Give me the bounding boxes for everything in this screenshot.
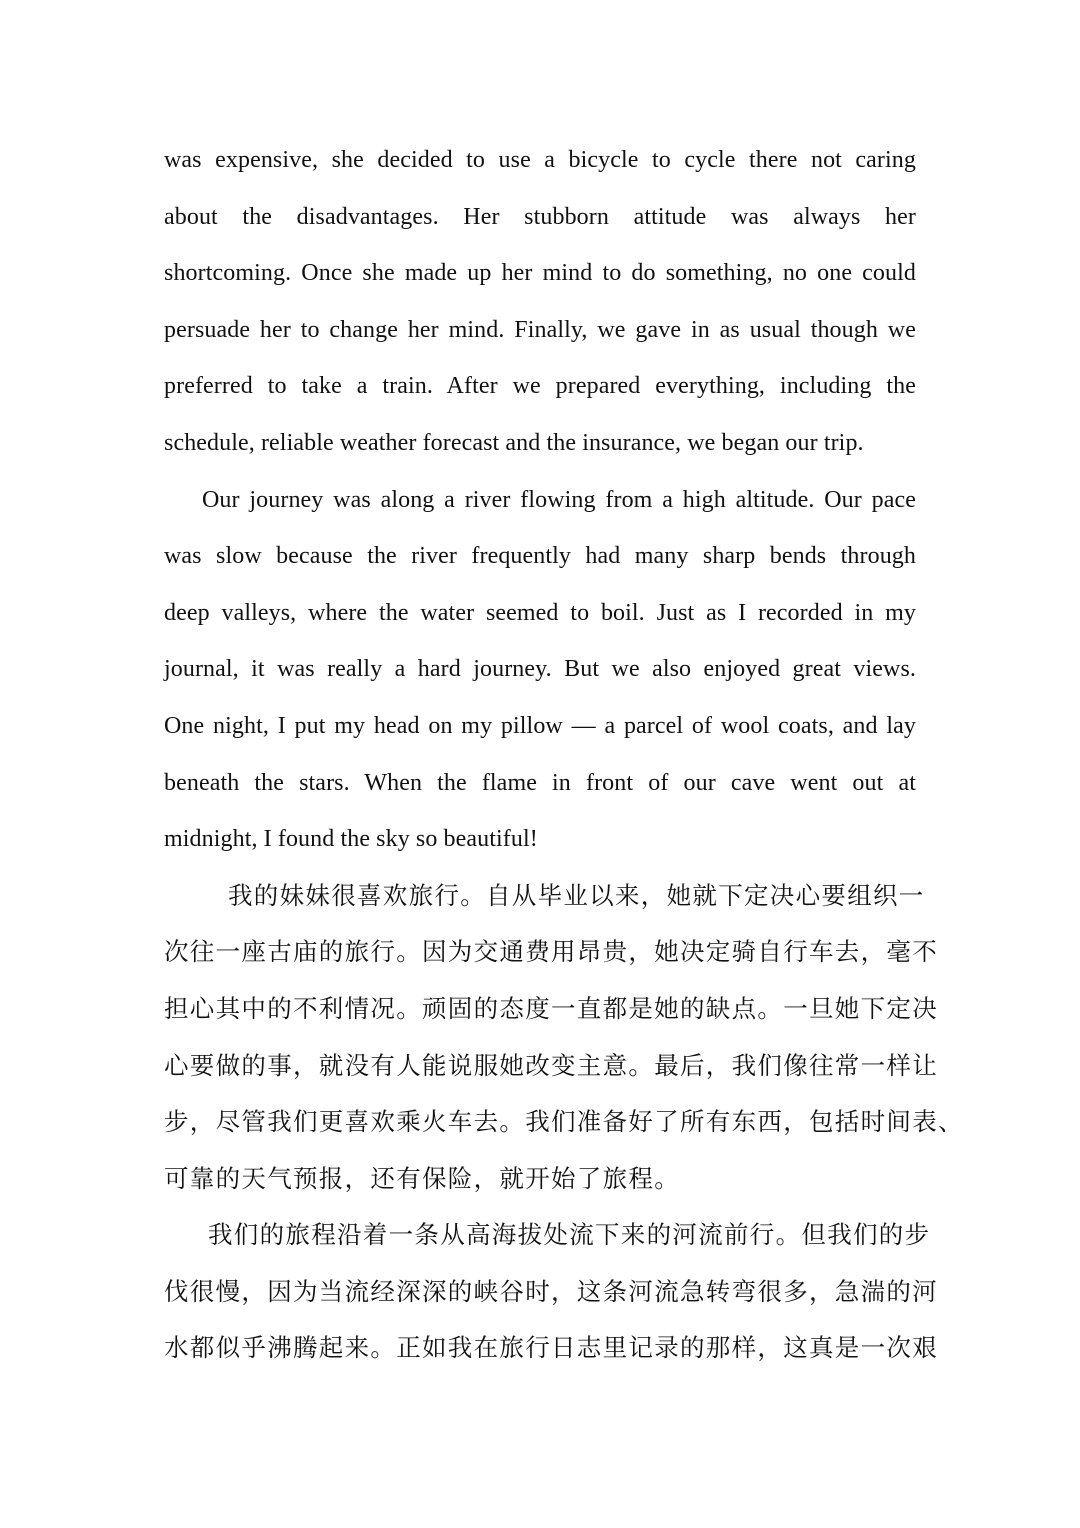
text-line: was slow because the river frequently had many sharp bends through xyxy=(164,543,916,570)
text-line: Our journey was along a river flowing from a high altitude. Our pace xyxy=(202,486,916,513)
text-line: 心要做的事，就没有人能说服她改变主意。最后，我们像往常一样让 xyxy=(164,1050,938,1080)
text-line: about the disadvantages. Her stubborn attitude was always her xyxy=(164,203,916,230)
text-line: midnight, I found the sky so beautiful! xyxy=(164,826,538,853)
text-line: schedule, reliable weather forecast and the insurance, we began our trip. xyxy=(164,429,864,456)
text-line: shortcoming. Once she made up her mind to do something, no one could xyxy=(164,260,916,287)
text-line: 可靠的天气预报，还有保险，就开始了旅程。 xyxy=(164,1163,680,1193)
chinese-paragraph-2 xyxy=(164,1207,938,1377)
chinese-paragraph-1 xyxy=(164,868,964,1208)
text-line: One night, I put my head on my pillow — a parcel of wool coats, and lay xyxy=(164,712,916,739)
text-line: 伐很慢，因为当流经深深的峡谷时，这条河流急转弯很多，急湍的河 xyxy=(164,1276,938,1306)
text-line: beneath the stars. When the flame in front of our cave went out at xyxy=(164,769,916,796)
text-line: was expensive, she decided to use a bicycle to cycle there not caring xyxy=(164,147,916,173)
text-line: preferred to take a train. After we prepared everything, including the xyxy=(164,373,916,400)
text-line: 担心其中的不利情况。顽固的态度一直都是她的缺点。一旦她下定决 xyxy=(164,993,938,1023)
text-line: 水都似乎沸腾起来。正如我在旅行日志里记录的那样，这真是一次艰 xyxy=(164,1333,938,1363)
text-line: 步，尽管我们更喜欢乘火车去。我们准备好了所有东西，包括时间表、 xyxy=(164,1107,964,1137)
english-paragraph-1 xyxy=(164,132,916,472)
text-line: journal, it was really a hard journey. But we also enjoyed great views. xyxy=(164,656,916,683)
english-paragraph-2 xyxy=(164,472,916,868)
text-line: persuade her to change her mind. Finally, we gave in as usual though we xyxy=(164,316,916,343)
text-line: deep valleys, where the water seemed to boil. Just as I recorded in my xyxy=(164,599,916,626)
text-line: 我们的旅程沿着一条从高海拔处流下来的河流前行。但我们的步 xyxy=(208,1220,931,1250)
text-line: 我的妹妹很喜欢旅行。自从毕业以来，她就下定决心要组织一 xyxy=(228,880,925,910)
document-body xyxy=(164,132,964,1377)
text-line: 次往一座古庙的旅行。因为交通费用昂贵，她决定骑自行车去，毫不 xyxy=(164,937,938,967)
